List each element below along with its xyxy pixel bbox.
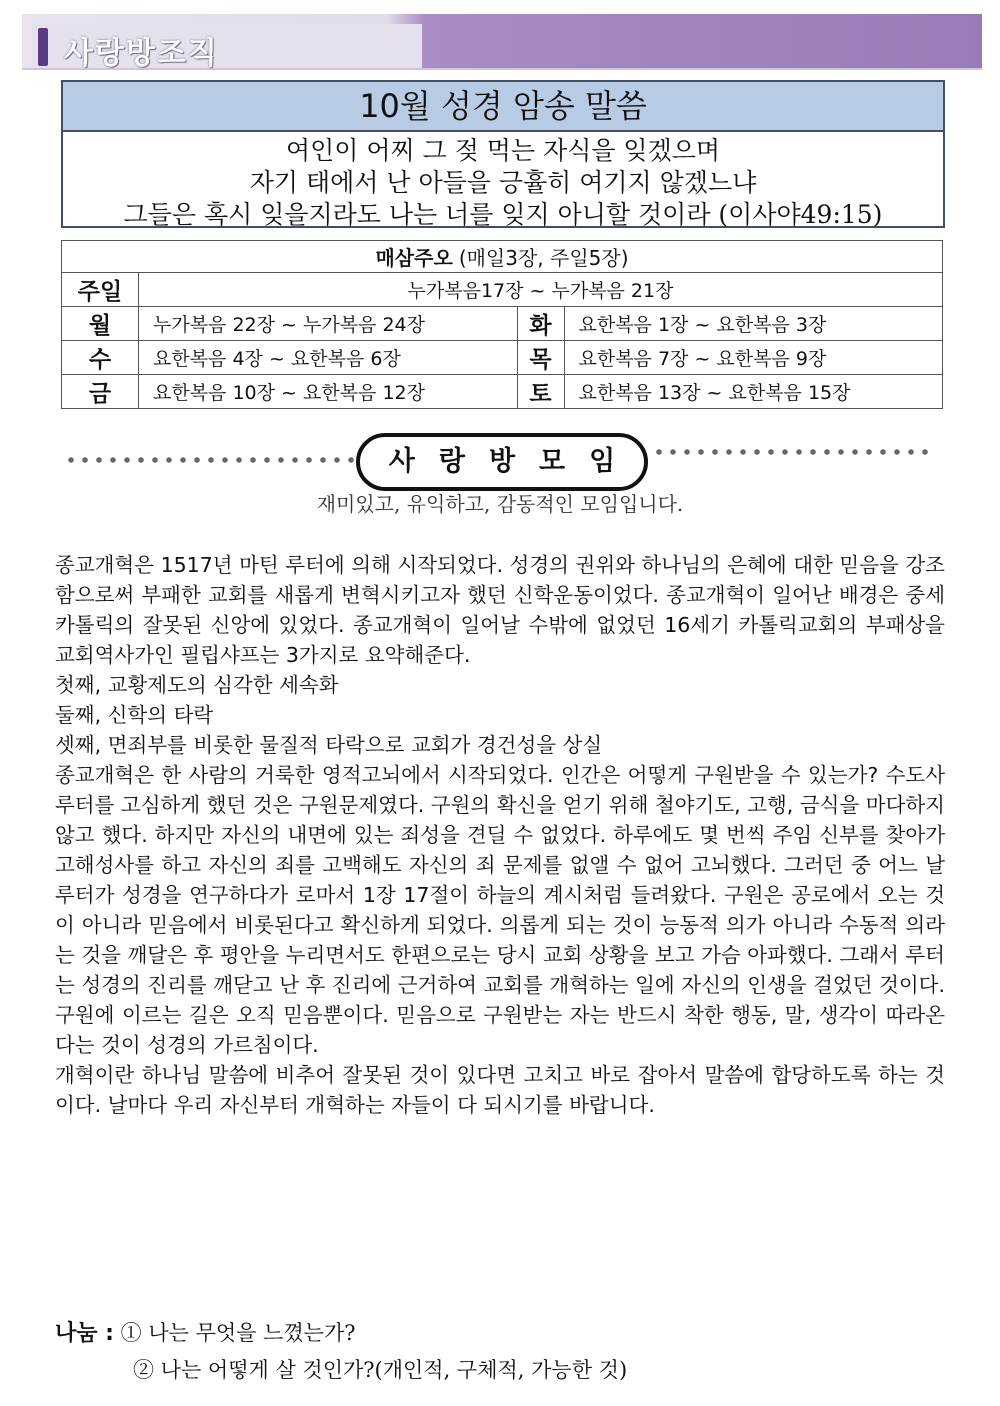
reading-plan-table: [61, 240, 943, 409]
reading-plan-title-cell: [62, 241, 943, 273]
table-row: [62, 341, 943, 375]
reading-plan-title: 매삼주오: [375, 246, 453, 270]
paragraph: 종교개혁은 1517년 마틴 루터에 의해 시작되었다. 성경의 권위와 하나님의 은혜에 대한 믿음을 강조함으로써 부패한 교회를 새롭게 변혁시키고자 했던 신학운동이었다. 종교개혁이 일어난 배경은 중세 카톨릭의 잘못된 신앙에 있었다. 종교개혁이 일어날 수밖에 없었던 16세기 카톨릭교회의 부패상을 교회역사가인 필립샤프는 3가지로 요약해준다.: [55, 553, 945, 667]
memory-verse-text: [63, 132, 943, 231]
section-header: [22, 14, 982, 70]
reading-range: 요한복음 1장 ~ 요한복음 3장: [564, 307, 943, 341]
table-row: [62, 375, 943, 409]
day-label: 화: [517, 307, 564, 341]
sharing-question: ① 나는 무엇을 느꼈는가?: [120, 1321, 356, 1345]
paragraph: 셋째, 면죄부를 비롯한 물질적 타락으로 교회가 경건성을 상실: [55, 733, 603, 757]
reading-range: 요한복음 4장 ~ 요한복음 6장: [139, 341, 518, 375]
verse-line: 여인이 어찌 그 젖 먹는 자식을 잊겠으며: [285, 136, 721, 165]
reading-plan-header-row: [62, 241, 943, 273]
verse-line: 자기 태에서 난 아들을 긍휼히 여기지 않겠느냐: [249, 168, 757, 197]
dotted-divider-right: [652, 447, 936, 457]
day-label: 주일: [62, 273, 139, 307]
memory-verse-box: [61, 80, 945, 228]
memory-verse-title: 10월 성경 암송 말씀: [63, 82, 943, 132]
table-row: [62, 307, 943, 341]
section-title: 사랑방조직: [64, 36, 219, 71]
reading-range: 요한복음 13장 ~ 요한복음 15장: [564, 375, 943, 409]
day-label: 목: [517, 341, 564, 375]
verse-line: 그들은 혹시 잊을지라도 나는 너를 잊지 아니할 것이라 (이사야49:15): [123, 200, 883, 229]
header-mark: [38, 28, 48, 66]
sharing-line: [55, 1315, 945, 1352]
day-label: 토: [517, 375, 564, 409]
sharing-question: ② 나는 어떻게 살 것인가?(개인적, 구체적, 가능한 것): [133, 1358, 628, 1382]
day-label: 금: [62, 375, 139, 409]
reading-range: 요한복음 10장 ~ 요한복음 12장: [139, 375, 518, 409]
paragraph: 둘째, 신학의 타락: [55, 703, 214, 727]
table-row: [62, 273, 943, 307]
meeting-subtitle: 재미있고, 유익하고, 감동적인 모임입니다.: [316, 492, 684, 516]
reading-range: 누가복음17장 ~ 누가복음 21장: [139, 273, 943, 307]
paragraph: 개혁이란 하나님 말씀에 비추어 잘못된 것이 있다면 고치고 바로 잡아서 말씀에 합당하도록 하는 것이다. 날마다 우리 자신부터 개혁하는 자들이 다 되시기를 바랍니다.: [55, 1063, 945, 1117]
paragraph: 첫째, 교황제도의 심각한 세속화: [55, 673, 339, 697]
meeting-title: 사랑방모임: [356, 433, 648, 491]
reading-range: 누가복음 22장 ~ 누가복음 24장: [139, 307, 518, 341]
sharing-label: 나눔 :: [55, 1321, 114, 1346]
dotted-divider-left: [64, 455, 356, 465]
day-label: 월: [62, 307, 139, 341]
reading-range: 요한복음 7장 ~ 요한복음 9장: [564, 341, 943, 375]
sharing-section: [55, 1315, 945, 1389]
day-label: 수: [62, 341, 139, 375]
reading-plan-note: (매일3장, 주일5장): [458, 246, 629, 270]
paragraph: 종교개혁은 한 사람의 거룩한 영적고뇌에서 시작되었다. 인간은 어떻게 구원받을 수 있는가? 수도사 루터를 고심하게 했던 것은 구원문제였다. 구원의 확신을 얻기 위해 철야기도, 고행, 금식을 마다하지 않고 했다. 하지만 자신의 내면에 있는 죄성을 견딜 수 없었다. 하루에도 몇 번씩 주임 신부를 찾아가 고해성사를 하고 자신의 죄를 고백해도 자신의 죄 문제를 없앨 수 없어 고뇌했다. 그러던 중 어느 날 루터가 성경을 연구하다가 로마서 1장 17절이 하늘의 계시처럼 들려왔다. 구원은 공로에서 오는 것이 아니라 믿음에서 비롯된다고 확신하게 되었다. 의롭게 되는 것이 능동적 의가 아니라 수동적 의라는 것을 깨달은 후 평안을 누리면서도 한편으로는 당시 교회 상황을 보고 가슴 아파했다. 그래서 루터는 성경의 진리를 깨닫고 난 후 진리에 근거하여 교회를 개혁하는 일에 자신의 인생을 걸었던 것이다. 구원에 이르는 길은 오직 믿음뿐이다. 믿음으로 구원받는 자는 반드시 착한 행동, 말, 생각이 따라온다는 것이 성경의 가르침이다.: [55, 763, 945, 1057]
article-body: [55, 550, 945, 1120]
